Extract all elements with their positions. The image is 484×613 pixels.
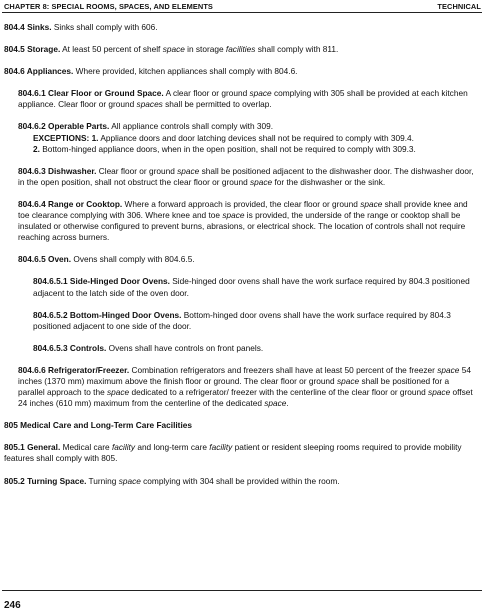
section-804-6-1: 804.6.1 Clear Floor or Ground Space. A clear floor or ground space complying with 305 shall be provided at each kitchen appliance. Clear floor or ground spaces shall be permitted to overlap. — [18, 88, 468, 110]
section-text: Where provided, kitchen appliances shall comply with 804.6. — [75, 66, 298, 77]
defined-term: space — [264, 398, 287, 409]
section-heading: 804.5 Storage. — [4, 44, 61, 55]
defined-term: spaces — [136, 99, 163, 110]
section-805-2: 805.2 Turning Space. Turning space complying with 304 shall be provided within the room. — [4, 475, 340, 486]
defined-term: space — [249, 88, 272, 99]
exception-number: 1. — [91, 132, 99, 143]
section-text: Bottom-hinged door ovens shall have the work surface required by 804.3 positioned adjacent to one side of the door. — [33, 309, 451, 331]
section-heading: 804.6.1 Clear Floor or Ground Space. — [18, 88, 164, 99]
section-heading: 804.4 Sinks. — [4, 22, 52, 32]
section-804-6-5-2 — [4, 310, 476, 332]
section-804-6-5-1 — [4, 276, 476, 298]
exceptions-label: EXCEPTIONS: — [33, 132, 90, 143]
section-heading: 805.2 Turning Space. — [4, 475, 87, 486]
section-heading: 805.1 General. — [4, 442, 61, 453]
exception-text: Bottom-hinged appliance doors, when in the open position, shall not be required to comply with 309.3. — [42, 143, 416, 154]
section-804-6-3: 804.6.3 Dishwasher. Clear floor or ground space shall be positioned adjacent to the dishwasher door. The dishwasher door, in the open position, shall not obstruct the clear floor or ground space for the dishwasher or the sink. — [18, 165, 474, 187]
section-805 — [4, 420, 476, 431]
section-heading: 804.6.5.3 Controls. — [33, 342, 107, 353]
section-804-6 — [4, 66, 476, 77]
defined-term: space — [222, 210, 245, 221]
exception-1 — [4, 133, 476, 144]
section-804-6-6: 804.6.6 Refrigerator/Freezer. Combination refrigerators and freezers shall have at least 50 percent of the freezer space 54 inches (1370 mm) maximum above the finish floor or ground. The clear floor or ground space shall be positioned for a parallel approach to the space dedicated to a refrigerator/ freezer with the centerline of the clear floor or ground space offset 24 inches (610 mm) maximum from the centerline of the dedicated space. — [18, 364, 473, 409]
section-804-6-2 — [4, 121, 476, 132]
section-804-4 — [4, 22, 476, 33]
section-label: TECHNICAL — [437, 2, 481, 11]
exception-text: Appliance doors and door latching devices shall not be required to comply with 309.4. — [100, 132, 414, 143]
section-804-6-5 — [4, 254, 476, 265]
defined-term: space — [250, 176, 273, 187]
section-heading: 804.6.3 Dishwasher. — [18, 165, 97, 176]
header-rule — [2, 12, 482, 13]
defined-term: space — [336, 375, 360, 386]
defined-term: space — [177, 165, 200, 176]
section-heading: 804.6.4 Range or Cooktop. — [18, 198, 123, 209]
defined-term: facility — [111, 442, 136, 453]
section-805-1: 805.1 General. Medical care facility and long-term care facility patient or resident sleeping rooms required to provide mobility features shall comply with 805. — [4, 442, 462, 464]
page-number: 246 — [4, 600, 21, 611]
defined-term: space — [437, 364, 460, 375]
defined-term: space — [360, 198, 383, 209]
exception-number: 2. — [33, 143, 40, 154]
section-heading: 805 Medical Care and Long-Term Care Facilities — [4, 420, 192, 431]
section-text: All appliance controls shall comply with 309. — [111, 121, 274, 132]
section-text: Side-hinged door ovens shall have the work surface required by 804.3 positioned adjacent to the latch side of the oven door. — [33, 276, 470, 298]
defined-term: space — [118, 475, 141, 486]
exception-2 — [4, 144, 476, 155]
defined-term: space — [428, 387, 451, 398]
section-804-6-4: 804.6.4 Range or Cooktop. Where a forward approach is provided, the clear floor or ground space shall provide knee and toe clearance complying with 306. Where knee and toe space is provided, the underside of the range or cooktop shall be insulated or otherwise configured to prevent burns, abrasions, or electrical shock. The location of controls shall not require reaching across burners. — [18, 198, 468, 243]
footer-rule — [2, 590, 482, 591]
section-heading: 804.6.2 Operable Parts. — [18, 121, 110, 132]
section-text: Ovens shall comply with 804.6.5. — [73, 254, 195, 265]
section-heading: 804.6.5.2 Bottom-Hinged Door Ovens. — [33, 309, 182, 320]
defined-term: space — [162, 44, 185, 55]
section-804-5: 804.5 Storage. At least 50 percent of shelf space in storage facilities shall comply with 811. — [4, 44, 339, 55]
defined-term: space — [107, 387, 130, 398]
defined-term: facilities — [225, 44, 256, 55]
section-text: Ovens shall have controls on front panels. — [108, 342, 264, 353]
section-heading: 804.6.5 Oven. — [18, 254, 72, 265]
defined-term: facility — [209, 442, 233, 453]
body-text — [4, 22, 476, 498]
section-heading: 804.6.5.1 Side-Hinged Door Ovens. — [33, 276, 170, 287]
chapter-title: CHAPTER 8: SPECIAL ROOMS, SPACES, AND ELEMENTS — [4, 2, 213, 11]
section-heading: 804.6 Appliances. — [4, 66, 74, 77]
section-heading: 804.6.6 Refrigerator/Freezer. — [18, 364, 130, 375]
section-804-6-5-3 — [4, 343, 476, 354]
section-text: Sinks shall comply with 606. — [53, 22, 158, 32]
